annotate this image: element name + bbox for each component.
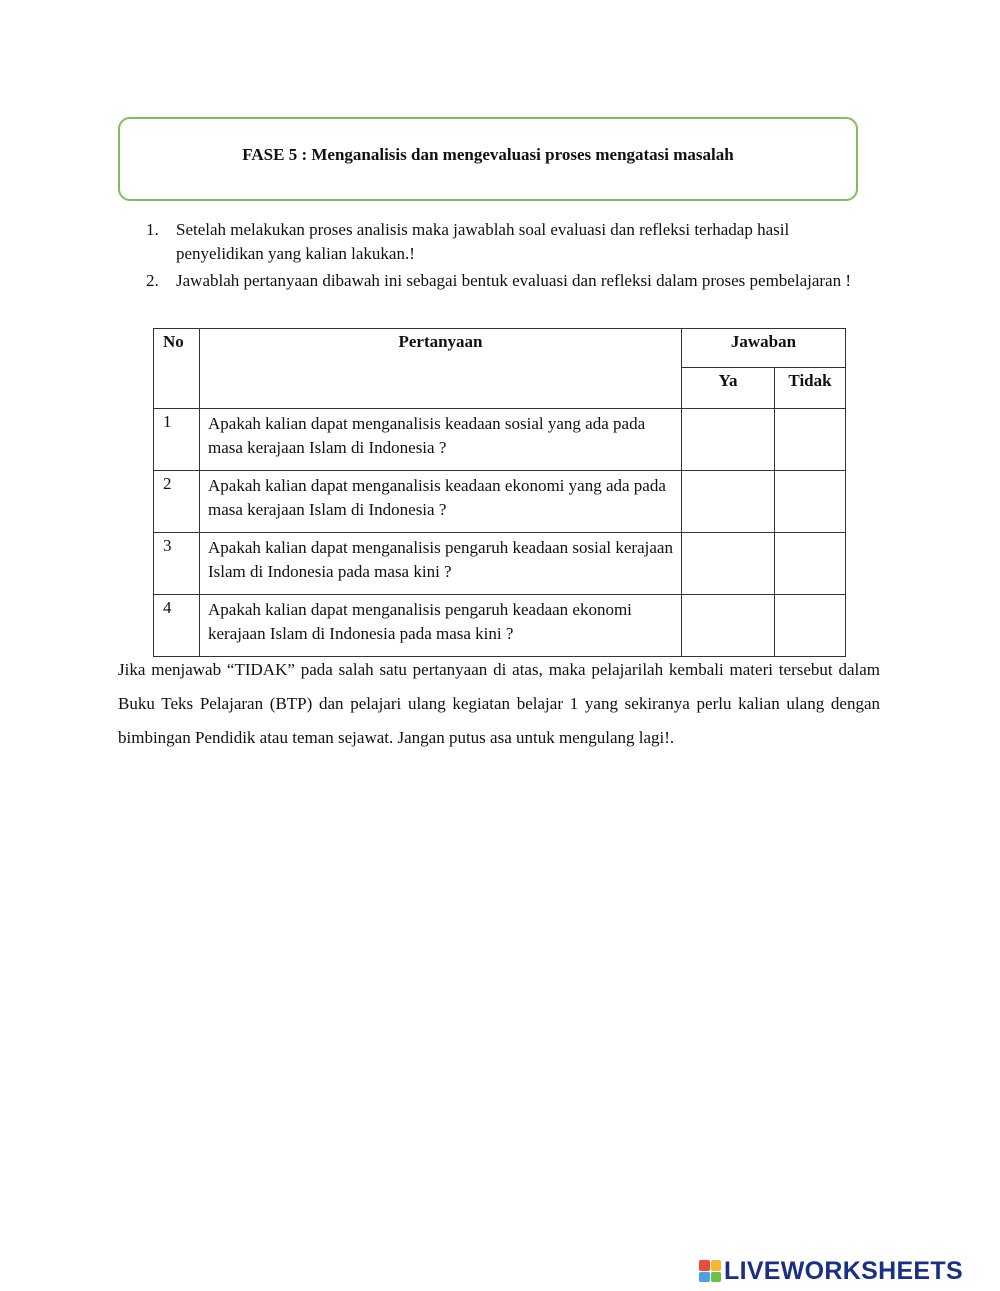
logo-square-green — [711, 1272, 722, 1283]
instruction-number: 2. — [146, 271, 159, 290]
answer-yes-cell[interactable] — [682, 595, 775, 657]
row-number: 2 — [154, 471, 200, 533]
row-question: Apakah kalian dapat menganalisis pengaruh keadaan sosial kerajaan Islam di Indonesia pada masa kini ? — [200, 533, 682, 595]
closing-paragraph: Jika menjawab “TIDAK” pada salah satu pertanyaan di atas, maka pelajarilah kembali materi tersebut dalam Buku Teks Pelajaran (BTP) dan pelajari ulang kegiatan belajar 1 yang sekiranya perlu kalian ulang dengan bimbingan Pendidik atau teman sejawat. Jangan putus asa untuk mengulang lagi!. — [118, 660, 880, 747]
answer-no-cell[interactable] — [775, 409, 846, 471]
answer-no-cell[interactable] — [775, 471, 846, 533]
answer-no-cell[interactable] — [775, 595, 846, 657]
header-no-answer: Tidak — [775, 368, 846, 409]
table-row — [154, 471, 846, 533]
table-row — [154, 595, 846, 657]
row-number: 3 — [154, 533, 200, 595]
instruction-text: Jawablah pertanyaan dibawah ini sebagai bentuk evaluasi dan refleksi dalam proses pembelajaran ! — [176, 271, 852, 290]
row-question: Apakah kalian dapat menganalisis pengaruh keadaan ekonomi kerajaan Islam di Indonesia pada masa kini ? — [200, 595, 682, 657]
answer-yes-cell[interactable] — [682, 409, 775, 471]
header-no: No — [154, 329, 200, 409]
answer-no-cell[interactable] — [775, 533, 846, 595]
header-question: Pertanyaan — [200, 329, 682, 409]
row-number: 4 — [154, 595, 200, 657]
header-yes: Ya — [682, 368, 775, 409]
liveworksheets-logo-icon — [699, 1260, 721, 1282]
answer-yes-cell[interactable] — [682, 533, 775, 595]
phase-title: FASE 5 : Menganalisis dan mengevaluasi proses mengatasi masalah — [242, 145, 734, 164]
row-question: Apakah kalian dapat menganalisis keadaan ekonomi yang ada pada masa kerajaan Islam di Indonesia ? — [200, 471, 682, 533]
instruction-text: Setelah melakukan proses analisis maka jawablah soal evaluasi dan refleksi terhadap hasil penyelidikan yang kalian lakukan.! — [176, 220, 790, 263]
answer-yes-cell[interactable] — [682, 471, 775, 533]
row-number: 1 — [154, 409, 200, 471]
table-row — [154, 533, 846, 595]
logo-square-red — [699, 1260, 710, 1271]
phase-header-box — [118, 117, 858, 201]
row-question: Apakah kalian dapat menganalisis keadaan sosial yang ada pada masa kerajaan Islam di Indonesia ? — [200, 409, 682, 471]
liveworksheets-logo — [699, 1257, 963, 1285]
logo-text: LIVEWORKSHEETS — [724, 1256, 963, 1285]
instruction-item — [146, 269, 856, 293]
table-row — [154, 409, 846, 471]
header-answer: Jawaban — [682, 329, 846, 368]
instruction-item — [146, 218, 856, 266]
instruction-number: 1. — [146, 220, 159, 239]
evaluation-table — [153, 328, 846, 657]
logo-square-blue — [699, 1272, 710, 1283]
logo-square-yellow — [711, 1260, 722, 1271]
instruction-list — [146, 218, 856, 296]
